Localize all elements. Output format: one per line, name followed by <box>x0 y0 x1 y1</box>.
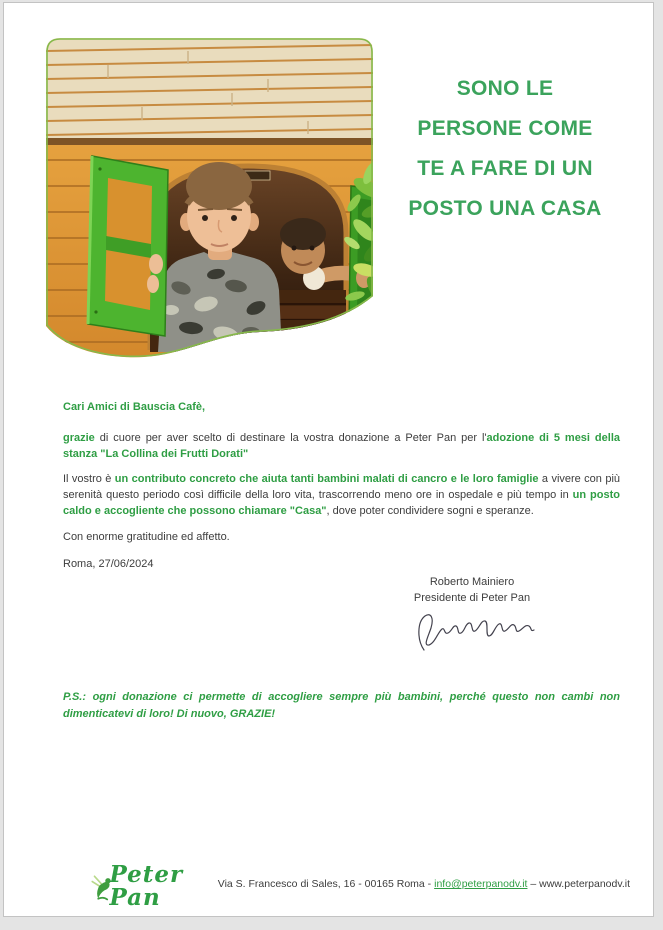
contribution-text: Il vostro è <box>63 473 115 485</box>
peterpan-logo <box>90 863 210 909</box>
hero-photo <box>46 38 373 360</box>
headline-line: TE A FARE DI UN <box>417 157 593 180</box>
signer-name: Roberto Mainiero <box>429 576 515 588</box>
casa-highlight: un posto caldo e accogliente che possono chiamare "Casa" <box>63 489 620 517</box>
headline <box>390 69 620 229</box>
headline-line: PERSONE COME <box>417 117 593 140</box>
contribution-highlight: un contributo concreto che aiuta tanti bambini malati di cancro e le loro famiglie <box>114 473 539 485</box>
website-text: – www.peterpanodv.it <box>527 878 630 890</box>
footer-email-link[interactable]: info@peterpanodv.it <box>434 878 528 890</box>
logo-text: Peter Pan <box>109 861 184 911</box>
salutation: Cari Amici di Bauscia Cafè, <box>63 401 206 413</box>
thanks-highlight: grazie <box>63 432 95 444</box>
children-window-photo-illustration <box>46 38 373 360</box>
paragraph-contribution <box>63 471 620 519</box>
footer <box>90 863 630 909</box>
headline-line: POSTO UNA CASA <box>408 197 602 220</box>
paragraph-thanks <box>63 430 620 462</box>
adoption-highlight: adozione di 5 mesi della stanza "La Collina dei Frutti Dorati" <box>63 432 620 460</box>
address-text: Via S. Francesco di Sales, 16 - 00165 Roma - <box>217 878 435 890</box>
handwritten-signature <box>414 608 539 656</box>
contribution-text: a vivere con più serenità questo periodo così difficile della loro vita, trascorrendo meno ore in ospedale e più tempo in <box>63 473 620 501</box>
footer-address <box>218 878 630 894</box>
closing-line: Con enorme gratitudine ed affetto. <box>63 531 230 543</box>
dateline: Roma, 27/06/2024 <box>63 558 154 570</box>
signature-block <box>352 574 592 606</box>
contribution-text: , dove poter condividere sogni e speranze. <box>326 505 534 517</box>
signer-title: Presidente di Peter Pan <box>413 592 531 604</box>
headline-line: SONO LE <box>456 77 554 100</box>
postscript: P.S.: ogni donazione ci permette di accogliere sempre più bambini, perché questo non cambi non dimenticatevi di loro! Di nuovo, GRAZIE! <box>63 691 620 720</box>
letter-page <box>3 2 654 917</box>
thanks-text: di cuore per aver scelto di destinare la vostra donazione a Peter Pan per l' <box>94 432 487 444</box>
signature-image <box>414 608 539 656</box>
